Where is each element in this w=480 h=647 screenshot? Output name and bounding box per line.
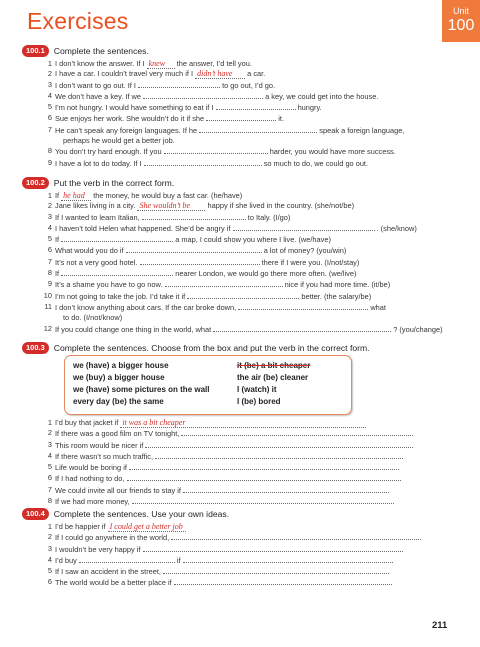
item-text-end: a car. (247, 69, 266, 79)
exercise-item (22, 440, 442, 451)
exercise-item (22, 473, 442, 484)
example-answer: I could get a better job (108, 523, 186, 532)
item-text-end: . (she/know) (376, 223, 417, 233)
answer-blank[interactable] (183, 485, 389, 493)
item-number: 11 (44, 301, 52, 311)
page-number: 211 (432, 620, 448, 631)
item-text: to do. (I/not/know) (63, 313, 123, 323)
item-number: 5 (47, 462, 52, 472)
item-number: 5 (47, 566, 52, 576)
answer-blank[interactable] (174, 577, 392, 585)
item-text: Life would be boring if (55, 463, 127, 473)
exercise-item (22, 451, 442, 462)
answer-blank[interactable] (144, 158, 262, 166)
box-phrase: we (have) some pictures on the wall (73, 385, 210, 394)
item-number: 6 (47, 245, 52, 255)
exercise-item (22, 302, 442, 313)
item-number: 2 (47, 532, 52, 542)
item-text: I haven’t told Helen what happened. She’d be angry if (55, 223, 231, 233)
answer-blank[interactable] (155, 451, 403, 459)
exercise-badge: 100.4 (22, 508, 49, 520)
item-text: If you could change one thing in the world, what (55, 324, 212, 334)
exercise-item (22, 80, 442, 91)
item-text-end: to go out, I’d go. (222, 80, 276, 90)
example-answer: She wouldn’t be (137, 202, 205, 211)
exercise-item (22, 69, 442, 79)
example-answer: knew (147, 60, 175, 69)
item-number: 7 (47, 124, 52, 134)
item-text: We could invite all our friends to stay if (55, 485, 181, 495)
answer-blank[interactable] (238, 302, 368, 310)
answer-blank[interactable] (206, 113, 276, 121)
answer-blank[interactable] (181, 428, 413, 436)
item-text: I’m not hungry. I would have something to eat if I (55, 103, 214, 113)
answer-blank[interactable] (171, 532, 421, 540)
item-text: If (55, 269, 60, 279)
exercise-item (22, 418, 442, 428)
item-text-end: if (176, 555, 181, 565)
box-phrase: every day (be) the same (73, 397, 164, 406)
exercise-item (22, 462, 442, 473)
item-number: 6 (47, 473, 52, 483)
item-text: If I wanted to learn Italian, (55, 212, 140, 222)
item-number: 2 (47, 69, 52, 79)
item-text-end: nice if you had more time. (it/be) (284, 280, 391, 290)
item-number: 3 (47, 79, 52, 89)
answer-blank[interactable] (187, 291, 299, 299)
item-text: I have a car. I couldn’t travel very much if I (55, 69, 194, 79)
item-number: 4 (47, 450, 52, 460)
item-text-end: happy if she lived in the country. (she/not/be) (207, 201, 355, 211)
exercise-100-2 (22, 176, 442, 335)
item-text: I’d buy (55, 555, 77, 565)
item-text: It’s not a very good hotel. (55, 257, 138, 267)
answer-blank[interactable] (126, 245, 262, 253)
exercise-item (22, 223, 442, 234)
item-number: 1 (47, 418, 52, 427)
unit-tab (442, 0, 480, 42)
exercise-item (22, 532, 442, 543)
box-phrase: we (buy) a bigger house (73, 373, 165, 382)
item-number: 5 (47, 234, 52, 244)
answer-blank[interactable] (79, 555, 175, 563)
item-text: It’s a shame you have to go now. (55, 280, 163, 290)
example-answer: he had (61, 192, 91, 201)
item-text: If I saw an accident in the street, (55, 567, 161, 577)
item-text: If (55, 235, 60, 245)
item-number: 12 (43, 323, 52, 333)
item-text-end: the money, he would buy a fast car. (he/have) (93, 191, 243, 200)
answer-blank[interactable] (61, 234, 173, 242)
answer-blank[interactable] (132, 496, 394, 504)
exercise-100-4 (22, 507, 442, 589)
exercise-item (22, 212, 442, 223)
answer-blank[interactable] (145, 440, 413, 448)
item-number: 1 (47, 522, 52, 531)
item-text-end: there if I were you. (I/not/stay) (261, 257, 360, 267)
item-text-end: a lot of money? (you/win) (263, 246, 347, 256)
example-answer: didn’t have (195, 70, 245, 79)
answer-blank[interactable] (213, 324, 391, 332)
box-phrase: I (be) bored (237, 397, 281, 406)
item-number: 1 (47, 191, 52, 200)
exercise-item (22, 496, 442, 507)
item-text: I’d buy that jacket if (55, 418, 119, 427)
exercise-100-3 (22, 341, 442, 354)
answer-blank[interactable] (164, 146, 268, 154)
item-text: I’m not going to take the job. I’d take it if (55, 291, 186, 301)
exercise-item (22, 113, 442, 124)
item-text-end: it. (278, 114, 285, 124)
answer-blank[interactable] (61, 268, 173, 276)
word-box (64, 355, 352, 415)
item-text: He can’t speak any foreign languages. If he (55, 125, 198, 135)
answer-blank[interactable] (140, 257, 260, 265)
box-phrase-used: it (be) a bit cheaper (237, 361, 311, 370)
item-number: 6 (47, 113, 52, 123)
item-text-end: the answer, I’d tell you. (176, 59, 252, 68)
item-number: 2 (47, 201, 52, 211)
item-text-end: nearer London, we would go there more often. (we/live) (175, 269, 357, 279)
answer-blank[interactable] (142, 212, 246, 220)
answer-blank[interactable] (127, 473, 401, 481)
exercise-100-3-items (22, 418, 442, 507)
exercise-item (22, 102, 442, 113)
item-number: 2 (47, 428, 52, 438)
item-text: The world would be a better place if (55, 578, 172, 588)
item-text: If I had nothing to do, (55, 474, 125, 484)
item-text: If we had more money, (55, 497, 130, 507)
exercise-item (22, 245, 442, 256)
item-text-end: hungry. (297, 103, 322, 113)
item-text: This room would be nicer if (55, 440, 144, 450)
exercise-item (22, 136, 442, 146)
exercise-item (22, 59, 442, 69)
exercise-item (22, 234, 442, 245)
item-number: 4 (47, 90, 52, 100)
exercise-item (22, 313, 442, 323)
exercise-item (22, 324, 442, 335)
unit-label: Unit (452, 6, 469, 16)
exercise-badge: 100.1 (22, 45, 49, 57)
item-text-end: better. (the salary/be) (301, 291, 372, 301)
item-number: 4 (47, 554, 52, 564)
item-number: 10 (43, 290, 52, 300)
item-text: I’d be happier if (55, 522, 106, 531)
item-text: If there was a good film on TV tonight, (55, 429, 180, 439)
box-phrase: we (have) a bigger house (73, 361, 169, 370)
exercise-instruction: Complete the sentences. (53, 45, 149, 56)
item-number: 3 (47, 211, 52, 221)
item-number: 8 (47, 146, 52, 156)
answer-blank[interactable] (129, 462, 399, 470)
exercise-instruction: Put the verb in the correct form. (53, 177, 175, 188)
box-phrase: the air (be) cleaner (237, 373, 309, 382)
unit-number: 100 (447, 17, 475, 34)
item-text-end: so much to do, we could go out. (263, 158, 369, 168)
item-text: I don’t know anything about cars. If the car broke down, (55, 302, 237, 312)
answer-blank[interactable] (165, 279, 283, 287)
exercise-badge: 100.2 (22, 177, 49, 189)
answer-blank[interactable] (163, 566, 389, 574)
answer-blank[interactable] (183, 555, 393, 563)
item-text-end: speak a foreign language, (319, 125, 405, 135)
example-answer: it was a bit cheaper (120, 419, 366, 428)
answer-blank[interactable] (216, 102, 296, 110)
item-text: I wouldn’t be very happy if (55, 544, 141, 554)
exercise-item (22, 428, 442, 439)
item-text: You don’t try hard enough. If you (55, 147, 162, 157)
exercise-item (22, 279, 442, 290)
exercise-item (22, 191, 442, 201)
item-number: 6 (47, 577, 52, 587)
item-text-end: to Italy. (I/go) (247, 212, 291, 222)
item-text: If (55, 191, 60, 200)
item-text-end: a key, we could get into the house. (265, 91, 379, 101)
page-title: Exercises (27, 8, 129, 34)
exercise-item (22, 268, 442, 279)
answer-blank[interactable] (233, 223, 375, 231)
item-number: 8 (47, 268, 52, 278)
item-text-end: a map, I could show you where I live. (we/have) (175, 235, 331, 245)
item-text: We don’t have a key. If we (55, 91, 141, 101)
answer-blank[interactable] (199, 125, 317, 133)
item-number: 8 (47, 496, 52, 506)
exercise-badge: 100.3 (22, 342, 49, 354)
exercise-item (22, 257, 442, 268)
item-text: Jane likes living in a city. (55, 201, 136, 211)
item-text: I don’t want to go out. If I (55, 80, 136, 90)
answer-blank[interactable] (138, 80, 220, 88)
answer-blank[interactable] (143, 544, 403, 552)
item-text-end: harder, you would have more success. (269, 147, 396, 157)
item-text: perhaps he would get a better job. (63, 136, 175, 146)
exercise-item (22, 522, 442, 532)
exercise-item (22, 485, 442, 496)
exercise-item (22, 146, 442, 157)
item-number: 9 (47, 279, 52, 289)
exercise-item (22, 158, 442, 169)
item-text: Sue enjoys her work. She wouldn’t do it if she (55, 114, 205, 124)
item-text-end: ? (you/change) (393, 324, 443, 334)
item-text: What would you do if (55, 246, 124, 256)
exercise-item (22, 91, 442, 102)
item-text-end: what (370, 302, 386, 312)
item-text: I don’t know the answer. If I (55, 59, 145, 68)
item-number: 7 (47, 256, 52, 266)
item-number: 1 (47, 59, 52, 68)
answer-blank[interactable] (143, 91, 263, 99)
exercise-instruction: Complete the sentences. Choose from the box and put the verb in the correct form. (53, 342, 370, 353)
exercise-item (22, 291, 442, 302)
item-text: I have a lot to do today. If I (55, 158, 142, 168)
box-phrase: I (watch) it (237, 385, 277, 394)
item-text: If there wasn’t so much traffic, (55, 451, 154, 461)
exercise-instruction: Complete the sentences. Use your own ideas. (53, 508, 230, 519)
exercise-item (22, 577, 442, 588)
item-number: 9 (47, 157, 52, 167)
exercise-item (22, 566, 442, 577)
item-number: 3 (47, 543, 52, 553)
item-number: 5 (47, 102, 52, 112)
exercise-item (22, 544, 442, 555)
item-number: 4 (47, 222, 52, 232)
exercise-item (22, 201, 442, 211)
exercise-item (22, 125, 442, 136)
exercise-100-1 (22, 44, 442, 169)
exercise-item (22, 555, 442, 566)
item-number: 7 (47, 484, 52, 494)
item-text: If I could go anywhere in the world, (55, 533, 170, 543)
item-number: 3 (47, 439, 52, 449)
